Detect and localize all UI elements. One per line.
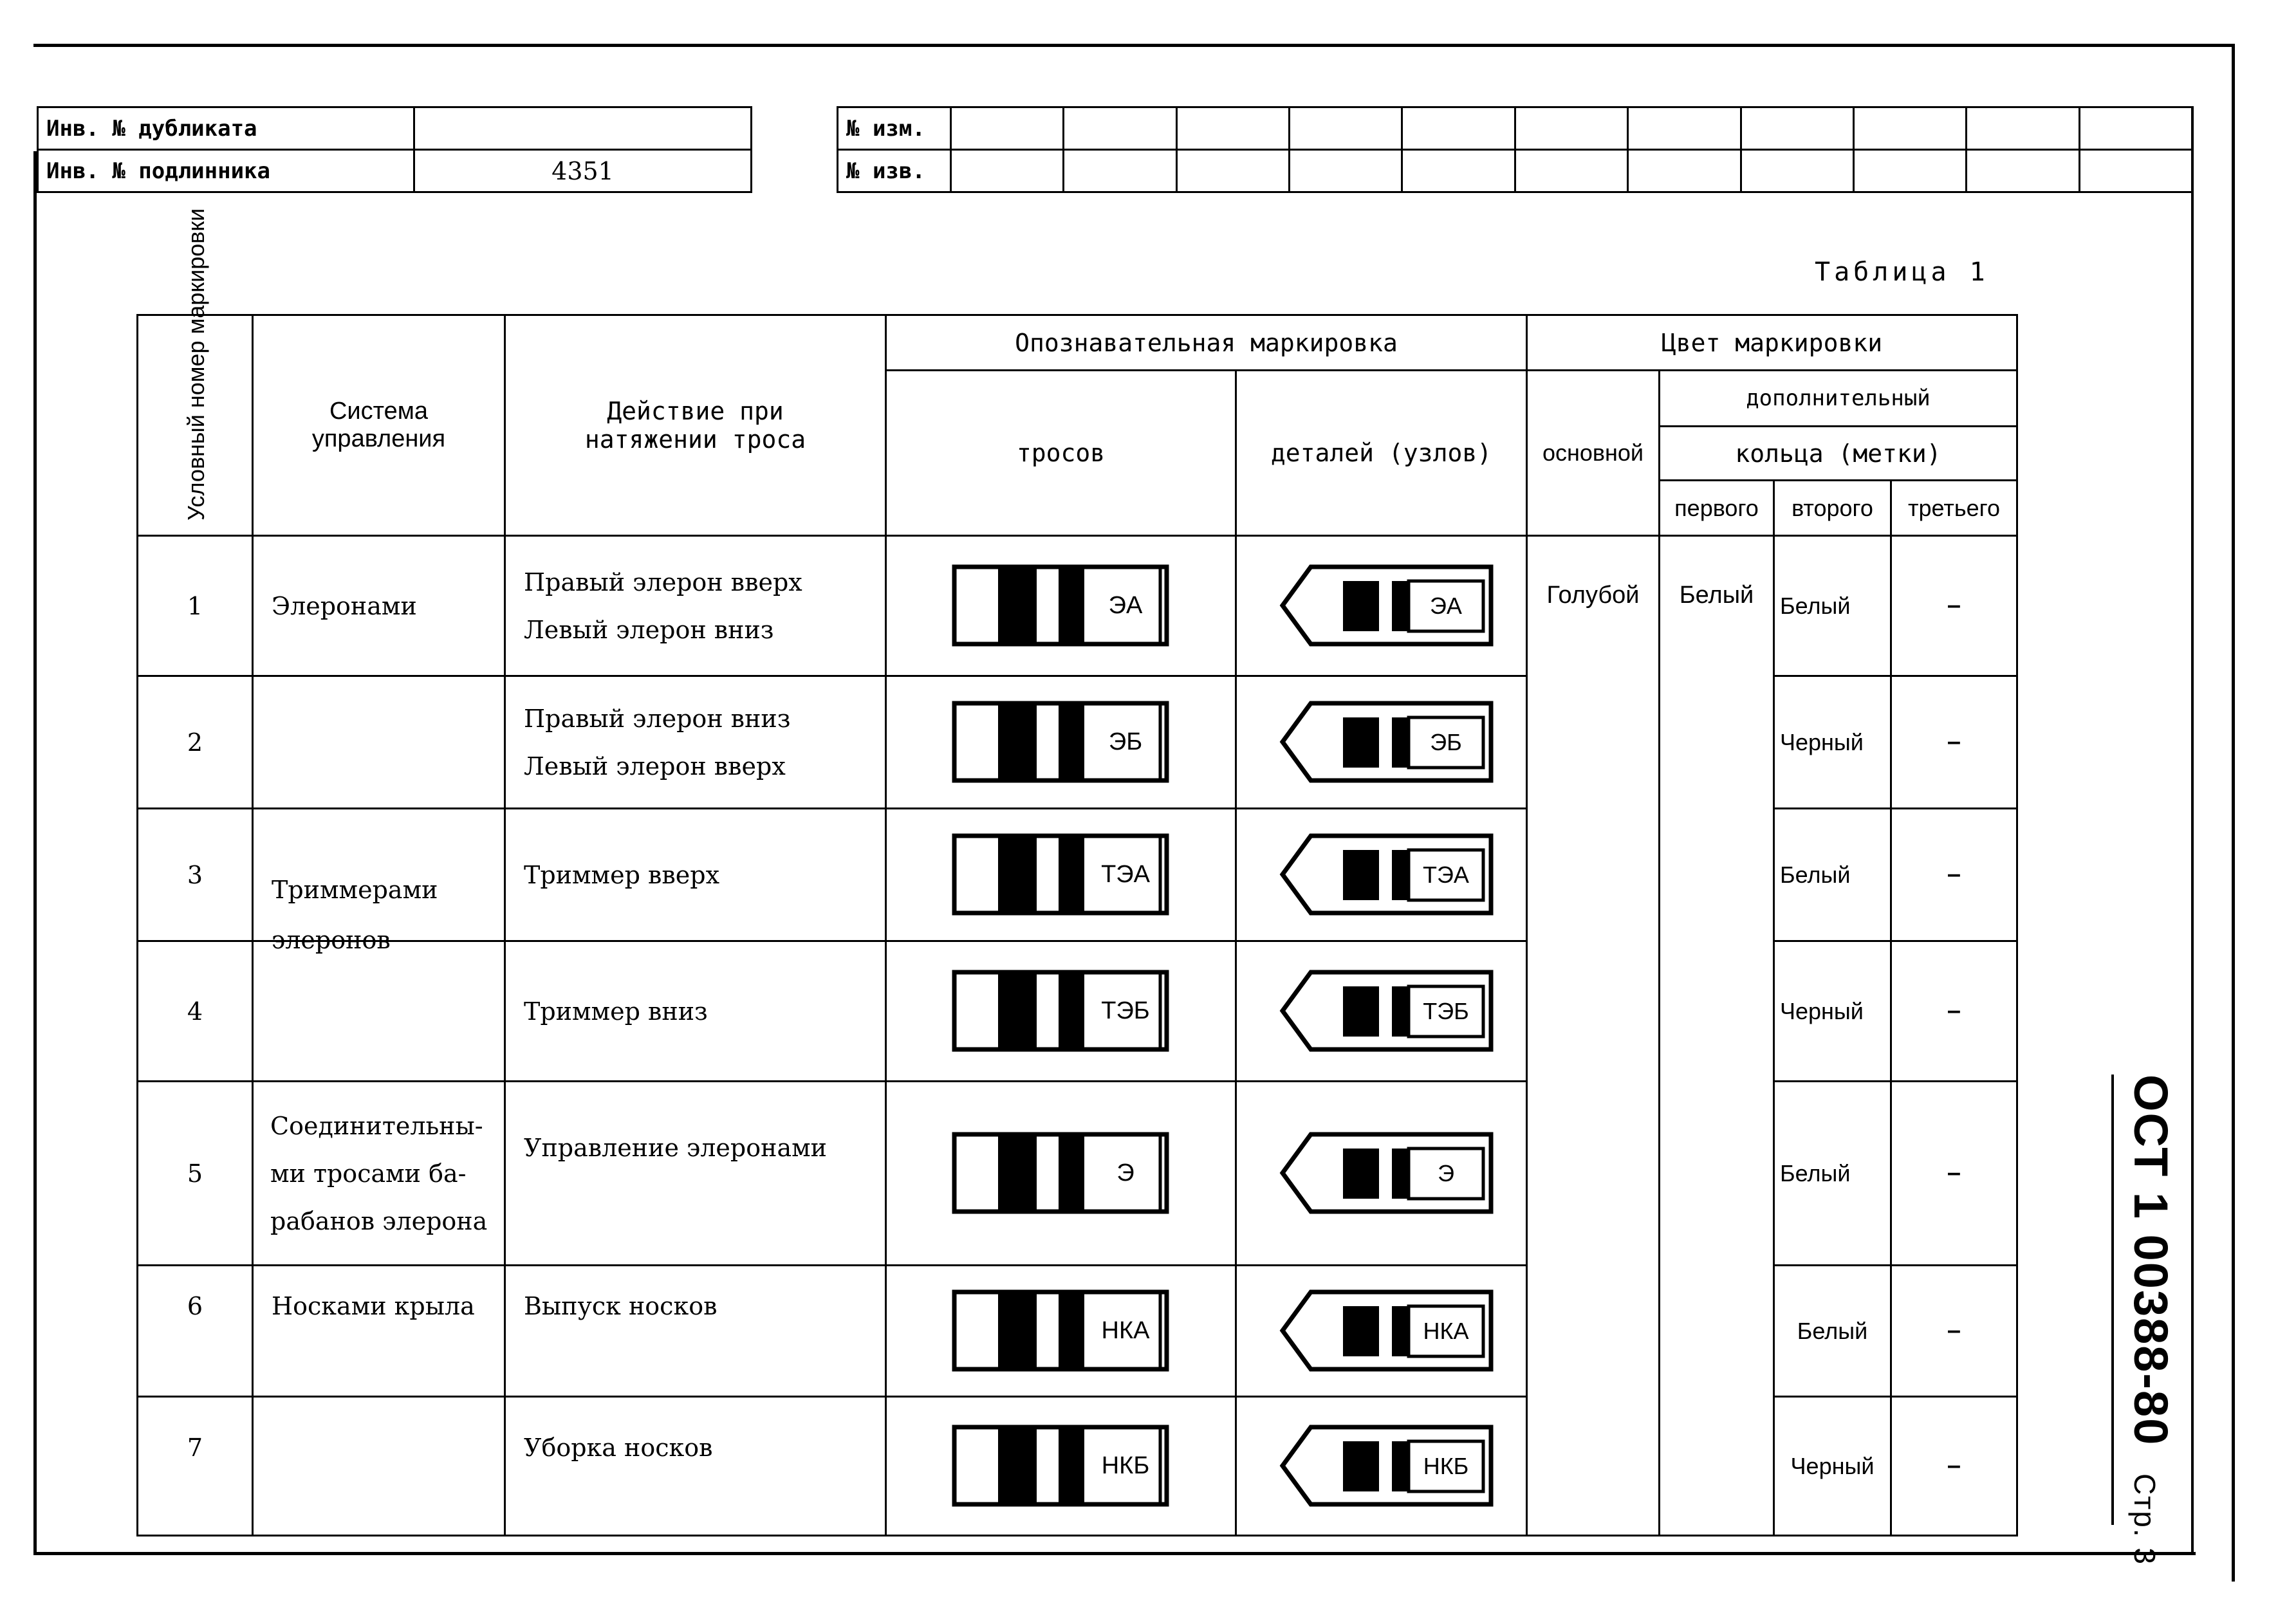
cable-label: ЭА bbox=[1108, 591, 1142, 619]
change-header-table bbox=[837, 106, 2193, 193]
left-border-line bbox=[33, 151, 37, 1554]
second-color: Белый bbox=[1774, 809, 1891, 941]
change-cell bbox=[1064, 107, 1176, 150]
part-label: НКА bbox=[1423, 1317, 1468, 1344]
system-name: Элеронами bbox=[272, 591, 417, 620]
notice-cell bbox=[1402, 150, 1515, 192]
part-band bbox=[1343, 717, 1379, 768]
notice-cell bbox=[1628, 150, 1741, 192]
main-color-cell bbox=[1527, 536, 1660, 1536]
col-first-header: первого bbox=[1660, 481, 1774, 536]
cable-marking bbox=[939, 558, 1183, 654]
cable-label: НКБ bbox=[1101, 1452, 1149, 1479]
action-line: Левый элерон вниз bbox=[524, 615, 774, 644]
cable-marking bbox=[939, 1125, 1183, 1222]
third-color: – bbox=[1891, 1266, 2017, 1397]
row-number: 6 bbox=[138, 1266, 253, 1397]
part-label: ТЭБ bbox=[1422, 997, 1469, 1024]
right-border-line bbox=[2232, 44, 2235, 1582]
action-line: Выпуск носков bbox=[524, 1292, 718, 1320]
part-marking bbox=[1266, 1418, 1497, 1515]
cable-band bbox=[1059, 703, 1084, 780]
duplicate-value bbox=[414, 107, 752, 150]
cable-mark-cell bbox=[886, 536, 1236, 676]
color-group-header: Цвет маркировки bbox=[1527, 315, 2017, 371]
cable-marking bbox=[939, 827, 1183, 923]
action-cell: Триммер вверх bbox=[505, 809, 886, 941]
row-number: 2 bbox=[138, 676, 253, 809]
col-main-header: основной bbox=[1527, 371, 1660, 536]
cable-mark-cell bbox=[886, 676, 1236, 809]
change-cell bbox=[1515, 107, 1627, 150]
change-cell bbox=[1176, 107, 1289, 150]
cable-mark-cell bbox=[886, 1397, 1236, 1536]
rings-header: кольца (метки) bbox=[1660, 427, 2017, 481]
part-marking bbox=[1266, 827, 1497, 923]
cable-label: Э bbox=[1116, 1159, 1134, 1186]
system-name-cont: элеронов bbox=[272, 926, 391, 954]
third-color: – bbox=[1891, 1082, 2017, 1266]
part-mark-cell bbox=[1236, 676, 1527, 809]
system-name: Соединительны- bbox=[270, 1111, 483, 1140]
cable-band bbox=[998, 567, 1037, 644]
third-color: – bbox=[1891, 1397, 2017, 1536]
part-marking bbox=[1266, 1125, 1497, 1222]
side-stamp bbox=[2107, 1075, 2185, 1565]
change-cell bbox=[1741, 107, 1853, 150]
notice-label: № изв. bbox=[838, 150, 951, 192]
change-label: № изм. bbox=[838, 107, 951, 150]
part-band bbox=[1343, 1306, 1379, 1356]
change-cell bbox=[1967, 107, 2079, 150]
action-line: Правый элерон вверх bbox=[524, 567, 802, 596]
cable-band bbox=[998, 703, 1037, 780]
system-cell bbox=[253, 536, 505, 676]
part-band bbox=[1343, 581, 1379, 631]
notice-cell bbox=[2079, 150, 2192, 192]
duplicate-label: Инв. № дубликата bbox=[38, 107, 414, 150]
part-band bbox=[1343, 1441, 1379, 1491]
second-color: Черный bbox=[1774, 941, 1891, 1082]
part-label: ЭА bbox=[1429, 592, 1462, 619]
col-number-header bbox=[138, 208, 253, 536]
action-line: Левый элерон вверх bbox=[524, 752, 786, 780]
part-band bbox=[1343, 1149, 1379, 1199]
marking-group-header: Опознавательная маркировка bbox=[886, 315, 1527, 371]
row-number: 3 bbox=[138, 809, 253, 941]
cable-band bbox=[1059, 567, 1084, 644]
side-stamp-rule bbox=[2111, 1075, 2114, 1525]
system-cell bbox=[253, 926, 505, 1082]
cable-label: ТЭА bbox=[1100, 860, 1150, 888]
change-cell bbox=[2079, 107, 2192, 150]
cable-marking bbox=[939, 1418, 1183, 1515]
original-label: Инв. № подлинника bbox=[38, 150, 414, 192]
system-cell-empty bbox=[253, 676, 505, 809]
system-cell bbox=[253, 1266, 505, 1397]
third-color: – bbox=[1891, 536, 2017, 676]
standard-code bbox=[2124, 1075, 2178, 1565]
system-cell-empty bbox=[253, 1397, 505, 1536]
second-color: Белый bbox=[1774, 1082, 1891, 1266]
action-cell bbox=[505, 676, 886, 809]
bottom-border-line bbox=[33, 1552, 2196, 1555]
cable-mark-cell bbox=[886, 1266, 1236, 1397]
system-cell bbox=[253, 1082, 505, 1266]
notice-cell bbox=[1290, 150, 1402, 192]
first-color: Белый bbox=[1679, 582, 1754, 609]
notice-cell bbox=[1515, 150, 1627, 192]
change-cell bbox=[1628, 107, 1741, 150]
system-name: рабанов элерона bbox=[270, 1206, 488, 1235]
system-name: Носками крыла bbox=[272, 1292, 475, 1320]
action-cell bbox=[505, 1397, 886, 1536]
row-number: 7 bbox=[138, 1397, 253, 1536]
cable-band bbox=[1059, 1134, 1084, 1212]
part-marking bbox=[1266, 558, 1497, 654]
second-color: Черный bbox=[1774, 676, 1891, 809]
part-mark-cell bbox=[1236, 1397, 1527, 1536]
second-color: Белый bbox=[1774, 1266, 1891, 1397]
part-marking bbox=[1266, 1283, 1497, 1379]
change-cell bbox=[1853, 107, 1966, 150]
change-cell bbox=[1402, 107, 1515, 150]
cable-marking bbox=[939, 963, 1183, 1060]
row-number: 5 bbox=[138, 1082, 253, 1266]
part-label: НКБ bbox=[1423, 1452, 1468, 1479]
part-label: Э bbox=[1437, 1159, 1454, 1186]
inventory-header-table bbox=[37, 106, 752, 193]
main-color: Голубой bbox=[1546, 582, 1640, 609]
col-parts-header: деталей (узлов) bbox=[1236, 371, 1527, 536]
first-color-cell bbox=[1660, 536, 1774, 1536]
cable-band bbox=[1059, 1292, 1084, 1369]
cable-band bbox=[1059, 972, 1084, 1049]
cable-band bbox=[998, 1292, 1037, 1369]
part-label: ТЭА bbox=[1422, 861, 1469, 888]
cable-mark-cell bbox=[886, 941, 1236, 1082]
additional-header: дополнительный bbox=[1660, 371, 2017, 427]
col-second-header: второго bbox=[1774, 481, 1891, 536]
notice-cell bbox=[1853, 150, 1966, 192]
system-name: Триммерами bbox=[272, 876, 438, 904]
part-band bbox=[1343, 986, 1379, 1037]
part-marking bbox=[1266, 694, 1497, 791]
second-color: Белый bbox=[1774, 536, 1891, 676]
notice-cell bbox=[1741, 150, 1853, 192]
col-cables-header: тросов bbox=[886, 371, 1236, 536]
cable-band bbox=[998, 972, 1037, 1049]
change-cell bbox=[951, 107, 1064, 150]
change-cell bbox=[1290, 107, 1402, 150]
second-color: Черный bbox=[1774, 1397, 1891, 1536]
cable-mark-cell bbox=[886, 1082, 1236, 1266]
notice-cell bbox=[1064, 150, 1176, 192]
part-mark-cell bbox=[1236, 536, 1527, 676]
row-number: 1 bbox=[138, 536, 253, 676]
action-line: Уборка носков bbox=[524, 1434, 713, 1462]
top-border-line bbox=[33, 44, 2234, 47]
cable-band bbox=[998, 1427, 1037, 1504]
cable-marking bbox=[939, 1283, 1183, 1379]
row-number: 4 bbox=[138, 941, 253, 1082]
cable-band bbox=[1059, 836, 1084, 913]
cable-band bbox=[998, 836, 1037, 913]
action-cell bbox=[505, 536, 886, 676]
cable-band bbox=[998, 1134, 1037, 1212]
cable-label: НКА bbox=[1101, 1316, 1149, 1344]
action-cell bbox=[505, 1082, 886, 1266]
notice-cell bbox=[951, 150, 1064, 192]
col-action-header: Действие при натяжении троса bbox=[505, 315, 886, 536]
part-marking bbox=[1266, 963, 1497, 1060]
cable-marking bbox=[939, 694, 1183, 791]
page-number: Стр. 3 bbox=[2128, 1473, 2162, 1565]
part-mark-cell bbox=[1236, 1266, 1527, 1397]
third-color: – bbox=[1891, 941, 2017, 1082]
cable-label: ТЭБ bbox=[1100, 997, 1150, 1024]
notice-cell bbox=[1176, 150, 1289, 192]
part-mark-cell bbox=[1236, 941, 1527, 1082]
table-title: Таблица 1 bbox=[1815, 257, 1989, 287]
notice-cell bbox=[1967, 150, 2079, 192]
part-mark-cell bbox=[1236, 1082, 1527, 1266]
standard-number: ОСТ 1 00388-80 bbox=[2124, 1075, 2178, 1446]
col-system-header: Система управления bbox=[253, 315, 505, 536]
third-color: – bbox=[1891, 809, 2017, 941]
cable-mark-cell bbox=[886, 809, 1236, 941]
cable-label: ЭБ bbox=[1108, 728, 1142, 755]
number-header-text: Условный номер маркировки bbox=[183, 208, 209, 521]
third-color: – bbox=[1891, 676, 2017, 809]
part-mark-cell bbox=[1236, 809, 1527, 941]
part-label: ЭБ bbox=[1429, 728, 1462, 755]
cable-band bbox=[1059, 1427, 1084, 1504]
inner-right-line bbox=[2191, 106, 2194, 1554]
action-cell: Триммер вниз bbox=[505, 941, 886, 1082]
system-name: ми тросами ба- bbox=[270, 1159, 467, 1188]
action-cell bbox=[505, 1266, 886, 1397]
part-band bbox=[1343, 850, 1379, 900]
original-value: 4351 bbox=[414, 150, 752, 192]
action-line: Правый элерон вниз bbox=[524, 704, 791, 733]
action-line: Управление элеронами bbox=[524, 1134, 827, 1162]
col-third-header: третьего bbox=[1891, 481, 2017, 536]
